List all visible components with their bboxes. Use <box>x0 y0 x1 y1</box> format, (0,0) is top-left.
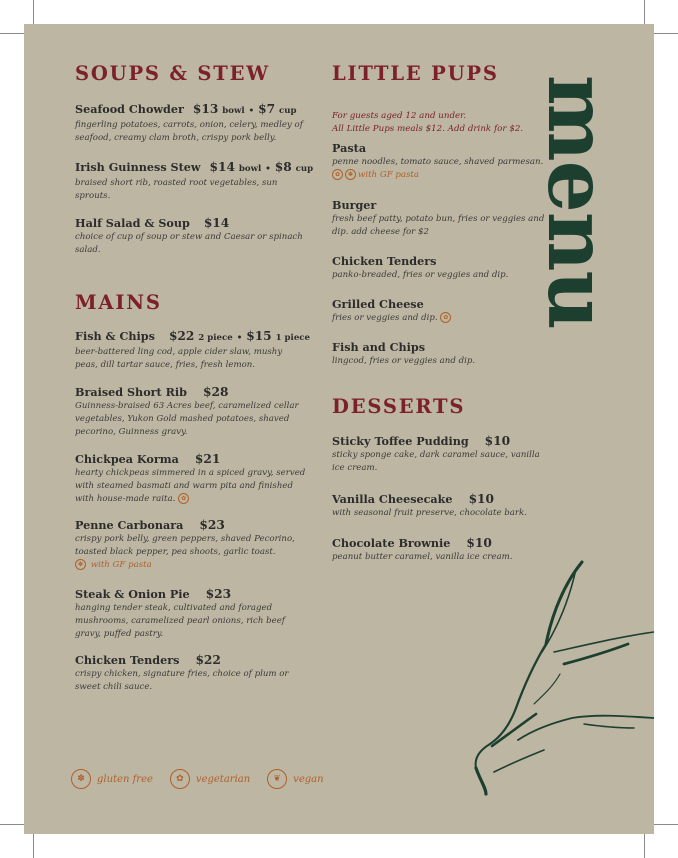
intro-line: All Little Pups meals $12. Add drink for $2. <box>332 124 524 134</box>
vegan-icon: ❦ <box>267 769 287 789</box>
mains-heading: MAINS <box>75 291 162 314</box>
item-description: crispy pork belly, green peppers, shaved Pecorino, toasted black pepper, pea shoots, garlic toast. <box>75 534 295 557</box>
item-name: Chocolate Brownie <box>332 536 451 550</box>
item-price: $10 <box>468 492 495 506</box>
item-name: Braised Short Rib <box>75 385 187 399</box>
animal-illustration <box>24 24 654 834</box>
item-description: fresh beef patty, potato bun, fries or veggies and dip. <box>332 214 545 237</box>
item-price: $14 <box>209 160 235 174</box>
gf-note: with GF pasta <box>90 560 152 570</box>
item-description: hearty chickpeas simmered in a spiced gravy, served with steamed basmati and warm pita and finished with house-made raita. <box>75 468 306 504</box>
item-unit: bowl <box>238 164 262 174</box>
gluten-free-icon: ✽ <box>71 769 91 789</box>
intro-line: For guests aged 12 and under. <box>332 111 467 121</box>
item-name: Seafood Chowder <box>75 102 184 116</box>
vegetarian-icon: ✿ <box>178 493 189 504</box>
crop-mark <box>0 824 24 825</box>
item-price: $22 <box>168 329 195 343</box>
item-unit: bowl <box>222 106 245 116</box>
item-name: Irish Guinness Stew <box>75 160 201 174</box>
item-description: fries or veggies and dip. <box>332 313 438 323</box>
item-name: Grilled Cheese <box>332 297 424 311</box>
item-name: Fish & Chips <box>75 329 155 343</box>
crop-mark <box>33 0 34 24</box>
item-description: crispy chicken, signature fries, choice of plum or sweet chili sauce. <box>75 669 289 692</box>
menu-item-irish-guinness-stew: Irish Guinness Stew $14 bowl • $8 cup braised short rib, roasted root vegetables, sun sprouts. <box>75 160 314 201</box>
item-name: Chicken Tenders <box>332 254 437 268</box>
crop-mark <box>33 834 34 858</box>
little-pups-heading: LITTLE PUPS <box>332 62 499 85</box>
item-price: $28 <box>202 385 229 399</box>
gluten-free-icon: ✽ <box>345 169 356 180</box>
legend-label: gluten free <box>97 773 153 785</box>
item-unit: cup <box>295 164 314 174</box>
item-description: sticky sponge cake, dark caramel sauce, vanilla ice cream. <box>332 450 540 473</box>
vegetarian-icon: ✿ <box>170 769 190 789</box>
item-price: $23 <box>205 587 232 601</box>
item-description: Guinness-braised 63 Acres beef, caramelized cellar vegetables, Yukon Gold mashed potatoes, shaved pecorino, Guinness gravy. <box>75 401 299 437</box>
menu-sheet <box>24 24 654 834</box>
crop-mark <box>644 834 645 858</box>
item-price: $13 <box>192 102 219 116</box>
item-unit: cup <box>279 106 297 116</box>
item-extra: add cheese for $2 <box>351 227 429 237</box>
item-description: beer-battered ling cod, apple cider slaw, mushy peas, dill tartar sauce, fries, fresh lemon. <box>75 347 283 370</box>
item-price: $14 <box>203 216 230 230</box>
crop-mark <box>0 33 24 34</box>
crop-mark <box>654 33 678 34</box>
dietary-legend <box>71 769 341 789</box>
crop-mark <box>654 824 678 825</box>
item-price: $10 <box>466 536 492 550</box>
desserts-heading: DESSERTS <box>332 395 466 418</box>
gf-note: with GF pasta <box>358 170 419 180</box>
item-description: peanut butter caramel, vanilla ice cream. <box>332 552 513 562</box>
item-name: Pasta <box>332 141 367 155</box>
menu-item-seafood-chowder: Seafood Chowder $13 bowl • $7 cup fingerling potatoes, carrots, onion, celery, medley of seafood, creamy clam broth, crispy pork belly. <box>75 102 307 145</box>
soups-heading: SOUPS & STEW <box>75 62 270 85</box>
item-description: braised short rib, roasted root vegetables, sun sprouts. <box>75 178 278 201</box>
item-description: fingerling potatoes, carrots, onion, celery, medley of seafood, creamy clam broth, crispy pork belly. <box>75 120 303 143</box>
item-description: with seasonal fruit preserve, chocolate bark. <box>332 508 527 518</box>
item-price: $15 <box>246 329 272 343</box>
legend-label: vegan <box>293 773 324 785</box>
item-price: $23 <box>199 518 225 532</box>
legend-label: vegetarian <box>195 773 251 785</box>
item-name: Half Salad & Soup <box>75 216 190 230</box>
item-name: Chicken Tenders <box>75 653 180 667</box>
item-description: penne noodles, tomato sauce, shaved parmesan. <box>332 157 544 167</box>
item-name: Sticky Toffee Pudding <box>332 434 469 448</box>
gluten-free-icon: ✽ <box>75 559 86 570</box>
legend-vegan <box>267 769 323 789</box>
item-name: Chickpea Korma <box>75 452 179 466</box>
item-unit: 2 piece <box>198 333 233 343</box>
item-price: $8 <box>274 160 292 174</box>
item-name: Penne Carbonara <box>75 518 184 532</box>
menu-wordmark: menu <box>529 74 625 330</box>
item-description: hanging tender steak, cultivated and foraged mushrooms, caramelized pearl onions, rich beef gravy, puffed pastry. <box>75 603 285 639</box>
item-price: $22 <box>195 653 221 667</box>
item-description: lingcod, fries or veggies and dip. <box>332 356 476 366</box>
crop-mark <box>644 0 645 24</box>
item-price: $10 <box>484 434 511 448</box>
item-unit: 1 piece <box>275 333 310 343</box>
legend-gluten-free <box>71 769 153 789</box>
legend-vegetarian <box>170 769 250 789</box>
item-description: choice of cup of soup or stew and Caesar or spinach salad. <box>75 232 303 255</box>
item-name: Burger <box>332 198 377 212</box>
item-price: $7 <box>258 102 276 116</box>
item-price: $21 <box>194 452 221 466</box>
item-name: Vanilla Cheesecake <box>332 492 453 506</box>
item-name: Fish and Chips <box>332 340 426 354</box>
item-name: Steak & Onion Pie <box>75 587 190 601</box>
item-description: panko-breaded, fries or veggies and dip. <box>332 270 509 280</box>
menu-item-fish-chips: Fish & Chips $22 2 piece • $15 1 piece beer-battered ling cod, apple cider slaw, mushy peas, dill tartar sauce, fries, fresh lemon. <box>75 329 310 370</box>
vegetarian-icon: ✿ <box>332 169 343 180</box>
vegetarian-icon: ✿ <box>440 312 451 323</box>
